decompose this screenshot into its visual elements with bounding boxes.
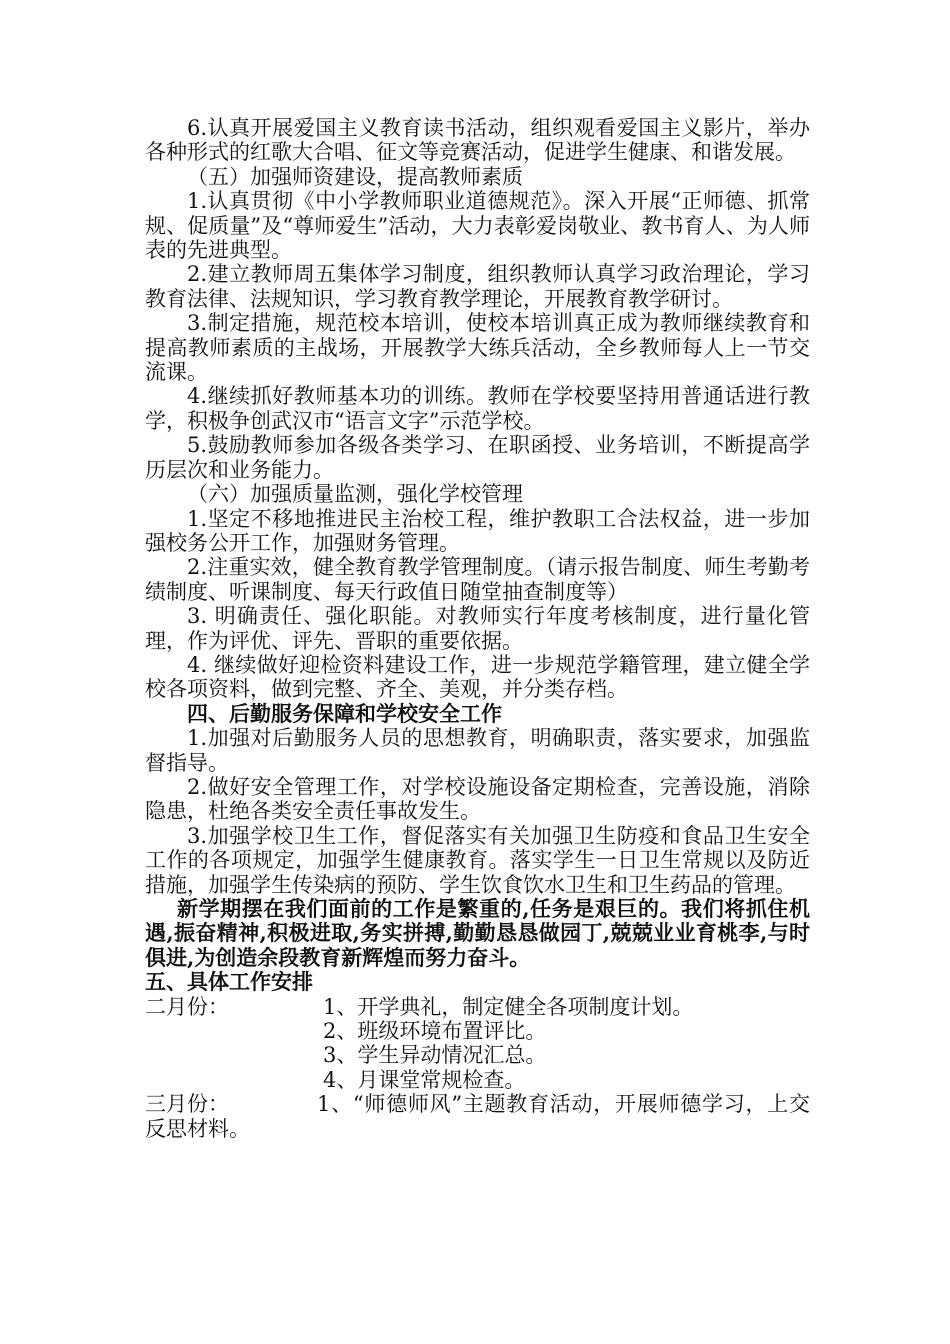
schedule-item: 3、学生异动情况汇总。 [323,1043,547,1068]
document-page [145,116,810,1141]
section-heading-logistics-safety: 四、后勤服务保障和学校安全工作 [187,700,502,726]
schedule-row-mar-1 [145,1092,810,1141]
paragraph-logistics-staff: 1.加强对后勤服务人员的思想教育，明确职责，落实要求，加强监督指导。 [145,726,810,775]
schedule-item: 1、开学典礼，制定健全各项制度计划。 [323,994,694,1019]
paragraph-closing-statement: 新学期摆在我们面前的工作是繁重的,任务是艰巨的。我们将抓住机遇,振奋精神,积极进取,务实拼搏,勤勤恳恳做园丁,兢兢业业育桃李,与时俱进,为创造余段教育新辉煌而努力奋斗。 [145,896,810,970]
schedule-item: 4、月课堂常规检查。 [323,1067,526,1092]
schedule-row-feb-3 [145,1043,810,1067]
schedule-item: 2、班级环境布置评比。 [323,1019,547,1044]
paragraph-further-study: 5.鼓励教师参加各级各类学习、在职函授、业务培训，不断提高学历层次和业务能力。 [145,433,810,482]
month-label-mar: 三月份： [145,1092,229,1117]
paragraph-patriotic-reading: 6.认真开展爱国主义教育读书活动，组织观看爱国主义影片，举办各种形式的红歌大合唱、征文等竞赛活动，促进学生健康、和谐发展。 [145,116,810,165]
paragraph-democratic-governance: 1.坚定不移地推进民主治校工程，维护教职工合法权益，进一步加强校务公开工作，加强财务管理。 [145,506,810,555]
paragraph-safety-management: 2.做好安全管理工作，对学校设施设备定期检查，完善设施，消除隐患，杜绝各类安全责任事故发生。 [145,774,810,824]
schedule-row-feb-2 [145,1019,810,1043]
section-heading-schedule: 五、具体工作安排 [145,969,313,995]
paragraph-responsibility: 3. 明确责任、强化职能。对教师实行年度考核制度，进行量化管理，作为评优、评先、晋职的重要依据。 [145,604,810,653]
paragraph-teacher-ethics: 1.认真贯彻《中小学教师职业道德规范》。深入开展“正师德、抓常规、促质量”及“尊师爱生”活动，大力表彰爱岗敬业、教书育人、为人师表的先进典型。 [145,189,810,263]
paragraph-school-training: 3.制定措施，规范校本培训，使校本培训真正成为教师继续教育和提高教师素质的主战场，开展教学大练兵活动，全乡教师每人上一节交流课。 [145,311,810,385]
section-heading-teacher-building: （五）加强师资建设，提高教师素质 [187,164,523,189]
month-label-feb: 二月份： [145,994,229,1019]
section-heading-quality-monitoring: （六）加强质量监测，强化学校管理 [187,482,523,507]
schedule-item: 1、“师德师风”主题教育活动，开展师德学习，上交反思材料。 [145,1092,810,1141]
schedule-row-feb-1 [145,995,810,1019]
paragraph-hygiene: 3.加强学校卫生工作，督促落实有关加强卫生防疫和食品卫生安全工作的各项规定，加强学生健康教育。落实学生一日卫生常规以及防近措施，加强学生传染病的预防、学生饮食饮水卫生和卫生药品的管理。 [145,823,810,897]
paragraph-friday-study: 2.建立教师周五集体学习制度，组织教师认真学习政治理论，学习教育法律、法规知识，学习教育教学理论，开展教育教学研讨。 [145,262,810,311]
paragraph-management-system: 2.注重实效，健全教育教学管理制度。（请示报告制度、师生考勤考绩制度、听课制度、每天行政值日随堂抽查制度等） [145,555,810,604]
schedule-row-feb-4 [145,1068,810,1092]
paragraph-basic-skills: 4.继续抓好教师基本功的训练。教师在学校要坚持用普通话进行教学，积极争创武汉市“语言文字”示范学校。 [145,384,810,433]
paragraph-inspection-materials: 4. 继续做好迎检资料建设工作，进一步规范学籍管理，建立健全学校各项资料，做到完整、齐全、美观，并分类存档。 [145,652,810,702]
